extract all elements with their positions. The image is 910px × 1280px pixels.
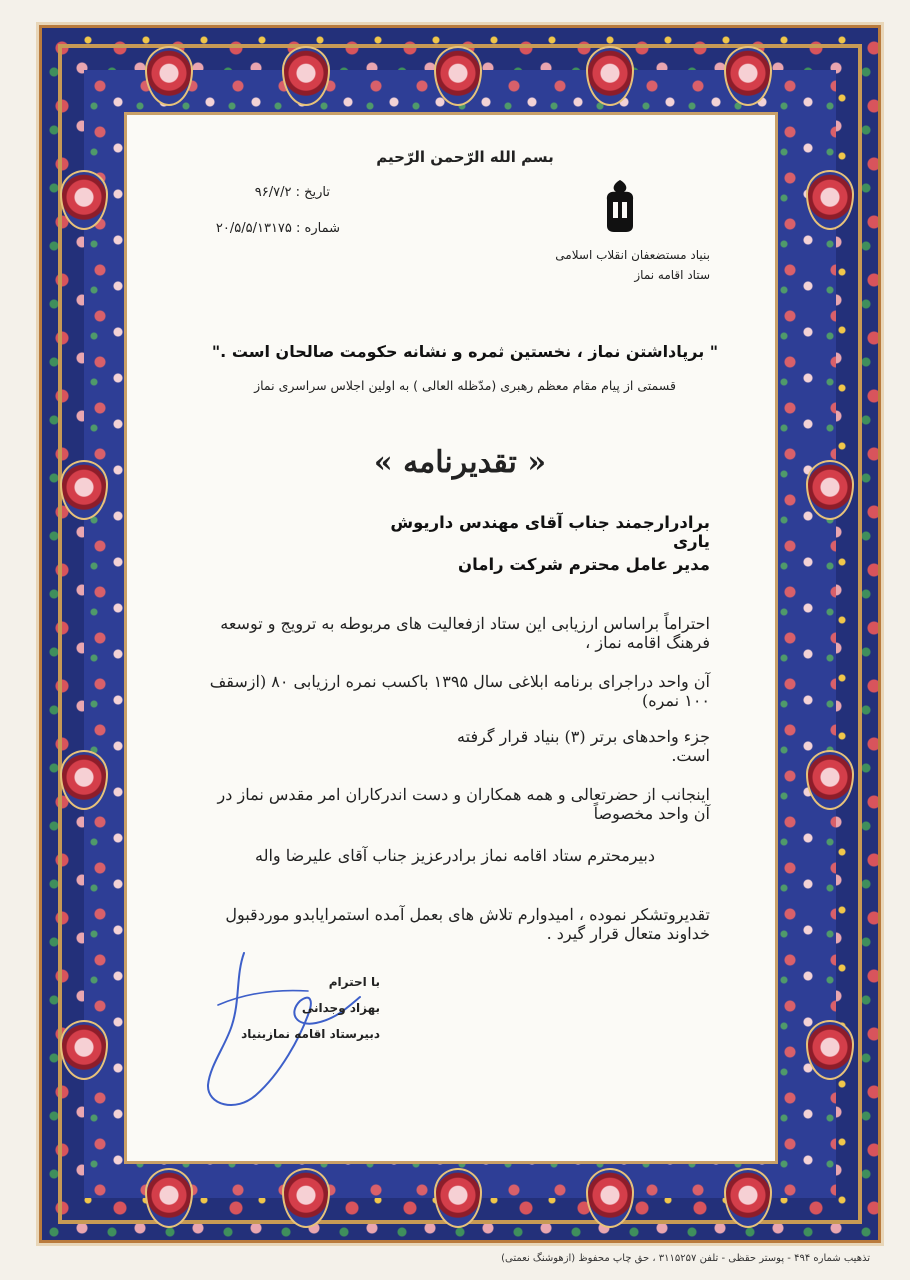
- foundation-logo-icon: [598, 178, 642, 234]
- leader-quote: " برپاداشتن نماز ، نخستین ثمره و نشانه حکومت صالحان است .": [211, 342, 719, 361]
- body-line-4: اینجانب از حضرتعالی و همه همکاران و دست اندرکاران امر مقدس نماز در آن واحد مخصوصاً: [217, 785, 710, 823]
- body-line-5: دبیرمحترم ستاد اقامه نماز برادرعزیز جناب آقای علیرضا واله: [254, 846, 655, 865]
- organization-department: ستاد اقامه نماز: [634, 268, 710, 282]
- recipient-role: مدیر عامل محترم شرکت رامان: [458, 555, 710, 574]
- body-line-1: احتراماً براساس ارزیابی این ستاد ازفعالیت های مربوطه به ترویج و توسعه فرهنگ اقامه نماز ،: [220, 614, 710, 652]
- print-footer: تذهیب شماره ۴۹۴ - پوستر حقظی - تلفن ۳۱۱۵۲۵۷ ، حق چاپ محفوظ (ازهوشنگ نعمتی): [501, 1253, 870, 1264]
- signatory-title: دبیرستاد اقامه نمازبنیاد: [241, 1027, 380, 1041]
- date-field: تاریخ : ۹۶/۷/۲: [254, 185, 330, 200]
- signatory-name: بهزاد وجدانی: [301, 1001, 380, 1015]
- certificate-title: « تقدیرنامه »: [373, 445, 547, 480]
- body-line-6: تقدیروتشکر نموده ، امیدوارم تلاش های بعمل آمده استمرایابدو موردقبول خداوند متعال قرار گیرد .: [225, 905, 710, 943]
- body-line-2: آن واحد دراجرای برنامه ابلاغی سال ۱۳۹۵ باکسب نمره ارزیابی ۸۰ (ازسقف ۱۰۰ نمره): [209, 672, 710, 710]
- body-line-3: جزء واحدهای برتر (۳) بنیاد قرار گرفته است.: [457, 727, 710, 765]
- bismillah-heading: بسم الله الرّحمن الرّحیم: [376, 148, 554, 166]
- signature-closing: با احترام: [328, 975, 380, 989]
- organization-name: بنیاد مستضعفان انقلاب اسلامی: [555, 248, 710, 262]
- quote-source: قسمتی از پیام مقام معظم رهبری (مدّظله العالی ) به اولین اجلاس سراسری نماز: [254, 378, 676, 393]
- reference-number: شماره : ۲۰/۵/۵/۱۳۱۷۵: [215, 221, 340, 236]
- recipient-name: برادرارجمند جناب آقای مهندس داریوش یاری: [390, 513, 710, 551]
